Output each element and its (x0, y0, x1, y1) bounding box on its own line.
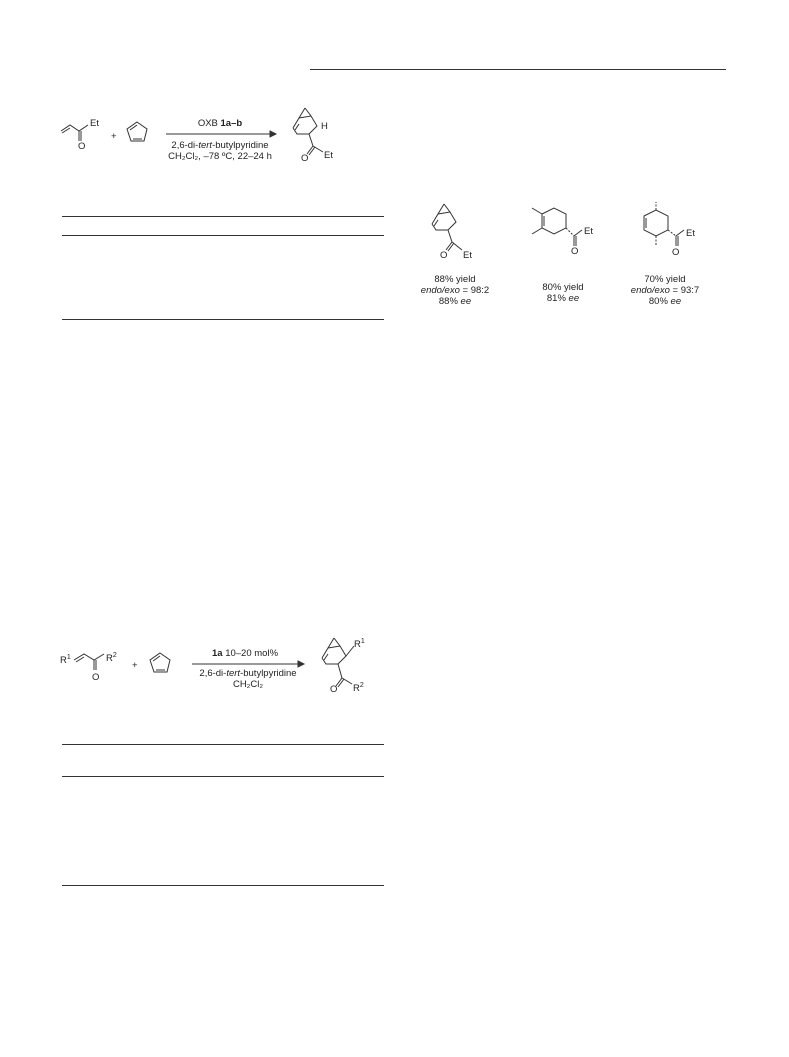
reactant-r1-label: $R^1$ (60, 654, 71, 667)
table-1-header-rule (62, 235, 384, 236)
product-1-endo-exo: endo/exo = 98:2 (420, 285, 490, 296)
product-1-o-label: O (440, 250, 448, 261)
product-3-ee: 80% ee (648, 296, 682, 307)
table-2-header-rule (62, 776, 384, 777)
reactant-et-label: Et (90, 118, 99, 129)
reaction-arrow-2 (192, 660, 304, 668)
product-2-r1-label: $R^1$ (354, 638, 365, 651)
product-3-endo-exo: endo/exo = 93:7 (630, 285, 700, 296)
product-1-yield: 88% yield (434, 274, 476, 285)
reactant-2-o-label: O (92, 672, 100, 683)
product-h-label: H (321, 121, 328, 132)
product-1-ee: 88% ee (438, 296, 472, 307)
product-et-label: Et (324, 150, 333, 161)
cyclopentadiene-structure-2 (148, 651, 178, 681)
product-2-et-label: Et (584, 226, 593, 237)
product-1-et-label: Et (463, 250, 472, 261)
table-1-bottom-rule (62, 319, 384, 320)
product-2-r2-label: $R^2$ (353, 682, 364, 695)
product-2-o-label: O (571, 246, 579, 257)
product-3-o-label: O (672, 247, 680, 258)
reactant-o-label: O (78, 141, 86, 152)
product-2-ee: 81% ee (546, 293, 580, 304)
reactant-r2-label: $R^2$ (106, 652, 117, 665)
reaction-arrow (166, 130, 276, 138)
plus-sign-2: + (132, 660, 138, 671)
cyclopentadiene-structure (125, 120, 155, 150)
table-1-top-rule (62, 216, 384, 217)
product-3-yield: 70% yield (644, 274, 686, 285)
product-3-et-label: Et (686, 228, 695, 239)
arrow-2-bottom-line-2: CH₂Cl₂ (232, 679, 264, 690)
product-2-yield: 80% yield (542, 282, 584, 293)
plus-sign: + (111, 131, 117, 142)
table-2-bottom-rule (62, 885, 384, 886)
table-2-top-rule (62, 744, 384, 745)
arrow-2-top-text: 1a 10–20 mol% (211, 648, 279, 659)
arrow-2-bottom-line-1: 2,6-di-tert-butylpyridine (199, 668, 297, 679)
arrow-bottom-line-2: CH₂Cl₂, –78 ºC, 22–24 h (168, 151, 272, 162)
header-rule (310, 69, 726, 70)
product-o-label: O (301, 153, 309, 164)
arrow-bottom-line-1: 2,6-di-tert-butylpyridine (171, 140, 269, 151)
product-1-structure (424, 198, 484, 268)
product-2-scheme-o-label: O (330, 684, 338, 695)
arrow-top-text: OXB 1a–b (197, 118, 243, 129)
